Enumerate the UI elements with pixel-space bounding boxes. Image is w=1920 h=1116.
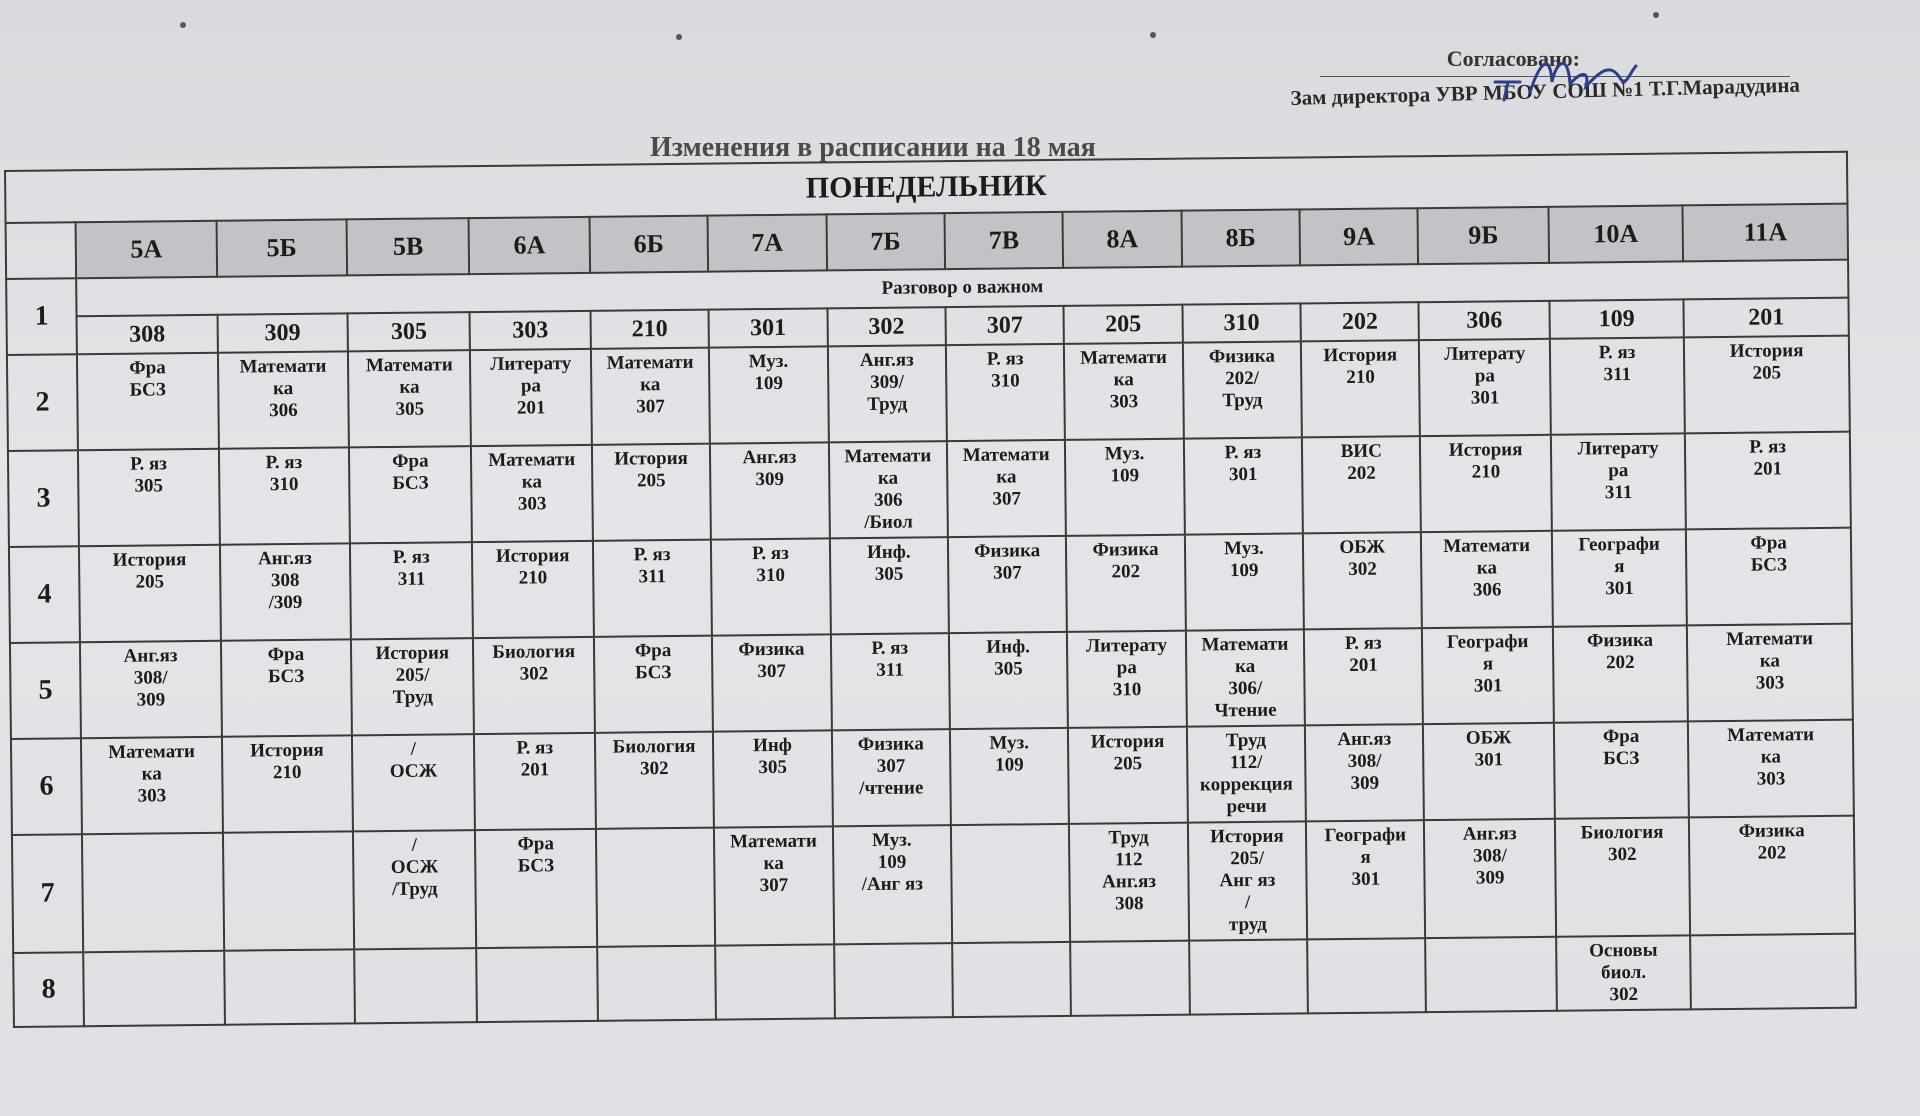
schedule-cell: / ОСЖ /Труд — [353, 830, 477, 949]
schedule-cell — [596, 828, 716, 947]
schedule-cell: Инф. 305 — [949, 632, 1068, 729]
schedule-cell: Р. яз 311 — [1550, 337, 1685, 434]
schedule-cell: Математи ка 306 — [1421, 531, 1552, 628]
schedule-cell: Р. яз 201 — [1304, 628, 1423, 725]
room-cell: 201 — [1684, 298, 1849, 338]
schedule-cell: Р. яз 201 — [1685, 432, 1851, 530]
lesson-number: 2 — [7, 354, 78, 451]
schedule-cell: Биология 302 — [595, 732, 714, 829]
class-header: 7Б — [826, 213, 945, 270]
schedule-cell: История 205 — [1684, 336, 1850, 434]
schedule-cell — [1070, 941, 1189, 1016]
schedule-cell — [1426, 937, 1557, 1012]
day-name: ПОНЕДЕЛЬНИК — [5, 152, 1847, 223]
schedule-cell: Физика 202 — [1066, 535, 1185, 632]
schedule-cell: Анг.яз 308/ 309 — [1305, 724, 1424, 821]
approval-block — [1160, 46, 1801, 110]
schedule-cell: Фра БСЗ — [475, 829, 597, 948]
schedule-cell: Фра БСЗ — [349, 446, 472, 543]
schedule-cell: Фра БСЗ — [594, 636, 713, 733]
schedule-cell — [834, 943, 953, 1018]
schedule-cell — [951, 824, 1071, 943]
schedule-cell: Р. яз 311 — [830, 633, 949, 730]
schedule-cell: Фра БСЗ — [1686, 528, 1852, 626]
schedule-cell — [952, 942, 1071, 1017]
schedule-cell: История 210 — [1301, 340, 1420, 437]
room-cell: 309 — [217, 313, 348, 352]
schedule-cell: Математи ка 307 — [591, 348, 710, 445]
schedule-cell: Биология 302 — [1555, 817, 1691, 936]
schedule-cell: Труд 112/ коррекция речи — [1187, 725, 1306, 822]
schedule-cell: Фра БСЗ — [77, 353, 218, 450]
punch-hole-dot — [1150, 32, 1156, 38]
class-header: 10А — [1548, 205, 1683, 262]
schedule-cell: ОБЖ 301 — [1423, 723, 1554, 820]
class-header: 11А — [1683, 204, 1848, 262]
schedule-cell: Анг.яз 308 /309 — [220, 543, 351, 640]
lesson-number: 5 — [10, 642, 81, 739]
room-cell: 202 — [1301, 302, 1420, 341]
schedule-cell: История 210 — [222, 735, 353, 832]
schedule-cell — [477, 947, 598, 1022]
schedule-cell: Муз. 109 — [1185, 533, 1304, 630]
schedule-table — [4, 151, 1857, 1028]
schedule-cell: Фра БСЗ — [221, 639, 352, 736]
class-header: 5А — [76, 221, 217, 278]
schedule-cell: История 210 — [472, 541, 593, 638]
class-header: 9Б — [1418, 207, 1549, 264]
schedule-cell: Р. яз 310 — [711, 538, 830, 635]
schedule-cell: Фра БСЗ — [1554, 721, 1689, 818]
schedule-cell: Математи ка 306 /Биол — [828, 441, 947, 538]
agreed-label: Согласовано: — [1446, 46, 1580, 71]
schedule-cell: Литерату ра 201 — [470, 349, 591, 446]
schedule-cell: Физика 307 — [712, 634, 831, 731]
schedule-cell — [1307, 938, 1426, 1013]
schedule-cell: История 205/ Труд — [351, 638, 474, 735]
corner-cell — [6, 222, 77, 279]
schedule-cell: Р. яз 201 — [474, 733, 595, 830]
schedule-cell: История 205 — [79, 545, 220, 642]
class-header: 6Б — [589, 216, 708, 273]
schedule-cell: Математи ка 303 — [1064, 343, 1183, 440]
class-header: 7А — [708, 214, 827, 271]
class-header: 5Б — [216, 219, 347, 276]
schedule-cell — [83, 951, 224, 1026]
lesson-row — [12, 816, 1855, 953]
schedule-cell — [597, 946, 716, 1021]
schedule-cell: Географи я 301 — [1422, 627, 1553, 724]
schedule-cell: Физика 202 — [1553, 625, 1688, 722]
schedule-cell: Инф 305 — [713, 730, 832, 827]
room-cell: 306 — [1419, 301, 1550, 340]
lesson-number: 3 — [8, 450, 79, 547]
lesson-number: 7 — [12, 834, 83, 953]
schedule-cell: Математи ка 303 — [1688, 720, 1854, 818]
schedule-cell — [224, 949, 355, 1024]
schedule-cell: Математи ка 306/ Чтение — [1186, 629, 1305, 726]
schedule-cell: Физика 307 — [948, 536, 1067, 633]
room-cell: 301 — [709, 308, 828, 347]
class-header: 8Б — [1181, 209, 1300, 266]
lesson-number: 8 — [13, 952, 84, 1027]
schedule-cell: Р. яз 305 — [78, 449, 219, 546]
lesson-number: 6 — [11, 738, 82, 835]
schedule-cell — [82, 833, 224, 952]
schedule-cell: Муз. 109 — [1065, 439, 1184, 536]
document-title: Изменения в расписании на 18 мая — [650, 132, 1096, 163]
room-cell: 109 — [1549, 299, 1684, 338]
deputy-director-line: Зам директора УВР МБОУ СОШ №1 Т.Г.Марадудина — [1290, 72, 1801, 110]
schedule-cell: История 205 — [1068, 727, 1187, 824]
schedule-cell: ВИС 202 — [1302, 436, 1421, 533]
schedule-cell: Р. яз 311 — [350, 542, 473, 639]
schedule-cell: Биология 302 — [473, 637, 594, 734]
schedule-cell: Литерату ра 310 — [1067, 631, 1186, 728]
schedule-cell: ОБЖ 302 — [1303, 532, 1422, 629]
schedule-cell: Литерату ра 301 — [1419, 339, 1550, 436]
room-cell: 302 — [827, 307, 946, 346]
schedule-cell: Инф. 305 — [829, 537, 948, 634]
schedule-cell: Географи я 301 — [1552, 529, 1687, 626]
punch-hole-dot — [676, 34, 682, 40]
schedule-cell: История 205 — [592, 444, 711, 541]
schedule-cell: Р. яз 301 — [1184, 437, 1303, 534]
schedule-cell: Математи ка 306 — [218, 351, 349, 448]
schedule-cell: Основы биол. 302 — [1556, 935, 1691, 1010]
class-header: 6А — [469, 217, 590, 274]
schedule-cell: Математи ка 303 — [81, 737, 222, 834]
schedule-cell: Физика 202/ Труд — [1183, 341, 1302, 438]
class-header: 7В — [944, 212, 1063, 269]
room-cell: 205 — [1064, 305, 1183, 344]
schedule-cell: / ОСЖ — [352, 734, 475, 831]
lesson-number: 1 — [6, 278, 77, 355]
schedule-cell: Математи ка 307 — [947, 440, 1066, 537]
schedule-cell: История 205/ Анг яз / труд — [1188, 821, 1308, 940]
schedule-cell: Р. яз 310 — [946, 344, 1065, 441]
room-cell: 310 — [1182, 303, 1301, 342]
schedule-cell — [354, 948, 477, 1023]
schedule-cell: Р. яз 311 — [593, 540, 712, 637]
schedule-cell — [715, 944, 834, 1019]
schedule-cell: Математи ка 307 — [714, 826, 834, 945]
room-cell: 307 — [945, 306, 1064, 345]
schedule-cell: Математи ка 303 — [1687, 624, 1853, 722]
schedule-cell: Муз. 109 /Анг яз — [832, 825, 952, 944]
class-header: 8А — [1063, 211, 1182, 268]
schedule-cell: Математи ка 305 — [348, 350, 471, 447]
schedule-cell: Анг.яз 308/ 309 — [80, 641, 221, 738]
schedule-cell: Физика 202 — [1689, 816, 1855, 936]
schedule-cell: Труд 112 Анг.яз 308 — [1069, 823, 1189, 942]
schedule-cell: Географи я 301 — [1306, 820, 1426, 939]
schedule-cell — [223, 831, 355, 950]
schedule-cell: Анг.яз 309/ Труд — [827, 345, 946, 442]
schedule-cell: Муз. 109 — [709, 346, 828, 443]
room-cell: 308 — [77, 315, 218, 354]
schedule-cell: Математи ка 303 — [471, 445, 592, 542]
schedule-cell: Физика 307 /чтение — [831, 729, 950, 826]
room-cell: 305 — [348, 312, 471, 351]
schedule-cell: История 210 — [1420, 435, 1551, 532]
punch-hole-dot — [1653, 12, 1659, 18]
handwritten-signature-icon — [1490, 42, 1640, 102]
schedule-cell: Анг.яз 309 — [710, 442, 829, 539]
class-header: 9А — [1300, 208, 1419, 265]
punch-hole-dot — [180, 22, 186, 28]
class-header: 5В — [347, 218, 470, 275]
room-cell: 303 — [470, 311, 591, 350]
schedule-cell — [1690, 934, 1855, 1010]
schedule-cell — [1189, 939, 1308, 1014]
schedule-cell: Литерату ра 311 — [1551, 433, 1686, 530]
schedule-cell: Муз. 109 — [950, 728, 1069, 825]
room-cell: 210 — [590, 310, 709, 349]
schedule-cell: Р. яз 310 — [219, 447, 350, 544]
schedule-cell: Анг.яз 308/ 309 — [1424, 819, 1556, 938]
event-cell: Разговор о важном — [76, 260, 1848, 317]
lesson-number: 4 — [9, 546, 80, 643]
